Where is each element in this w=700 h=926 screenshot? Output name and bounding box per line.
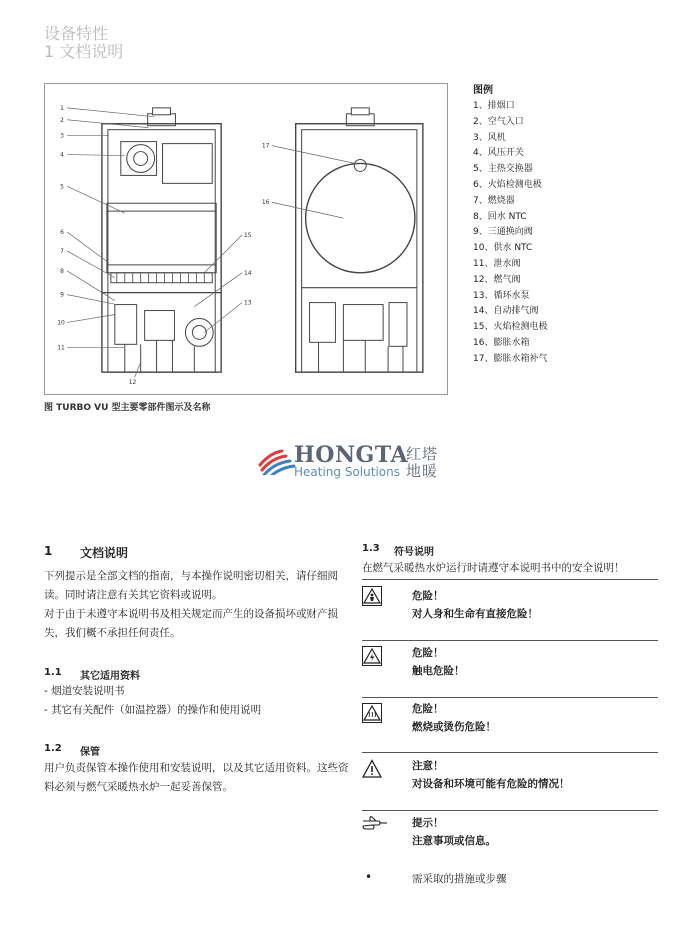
legend-title: 图例 (473, 85, 493, 96)
callout-3: 3 (60, 132, 64, 140)
section1-paragraph-1: 下列提示是全部文档的指南，与本操作说明密切相关，请仔细阅读。同时请注意有关其它资料或说明。 (44, 570, 338, 601)
section13-title: 符号说明 (394, 547, 434, 558)
symbol-5-title: 提示！ (412, 817, 444, 829)
callout-5: 5 (60, 183, 64, 191)
legend-item: 16、膨胀水箱 (473, 337, 530, 348)
legend-item: 5、主热交换器 (473, 164, 533, 175)
person-hazard-icon (362, 586, 382, 606)
sub11-item-1: - 烟道安装说明书 (44, 685, 125, 697)
callout-13: 13 (244, 299, 252, 307)
sub12-title: 保管 (80, 747, 100, 758)
legend-item: 9、三通换向阀 (473, 227, 533, 238)
callout-7: 7 (60, 247, 64, 255)
symbol-2-title: 危险！ (412, 647, 444, 659)
section1-number: 1 (44, 544, 53, 558)
hongta-logo (258, 443, 458, 483)
callout-6: 6 (60, 229, 64, 237)
legend-item: 7、燃烧器 (473, 195, 515, 206)
legend-item: 13、循环水泵 (473, 290, 530, 301)
legend-item: 14、自动排气阀 (473, 306, 539, 317)
legend-item: 11、泄水阀 (473, 258, 521, 269)
callout-16: 16 (261, 199, 270, 207)
divider (362, 579, 658, 580)
legend-item: 3、风机 (473, 132, 506, 143)
sub11-item-2: - 其它有关配件（如温控器）的操作和使用说明 (44, 704, 262, 716)
sub11-title: 其它适用资料 (80, 671, 140, 682)
hot-surface-hazard-icon (362, 703, 382, 723)
legend-item: 10、供水 NTC (473, 243, 533, 254)
divider (362, 810, 658, 811)
callout-12: 12 (128, 379, 137, 387)
symbol-3-title: 危险！ (412, 703, 444, 715)
logo-subtitle: Heating Solutions (294, 465, 400, 479)
legend-item: 4、风压开关 (473, 148, 524, 159)
callout-17: 17 (261, 142, 270, 150)
general-warning-icon (362, 759, 382, 779)
symbol-2-text: 触电危险！ (412, 665, 465, 677)
symbol-4-title: 注意！ (412, 760, 444, 772)
callout-10: 10 (57, 319, 65, 327)
callout-14: 14 (244, 269, 252, 277)
callout-9: 9 (60, 291, 64, 299)
sub11-number: 1.1 (44, 667, 62, 678)
symbol-4-text: 对设备和环境可能有危险的情况！ (412, 778, 570, 790)
legend-item: 17、膨胀水箱补气 (473, 353, 548, 364)
callout-2: 2 (60, 116, 64, 124)
chapter-title: 设备特性 (44, 24, 109, 43)
legend-item: 15、火焰检测电极 (473, 322, 548, 333)
sub12-text: 用户负责保管本操作使用和安装说明，以及其它适用资料。这些资料必须与燃气采暖热水炉一起妥善保管。 (44, 762, 349, 793)
logo-stripes-icon (258, 445, 298, 475)
legend-item: 12、燃气阀 (473, 274, 521, 285)
callout-1: 1 (60, 104, 64, 112)
legend-item: 2、空气入口 (473, 116, 524, 127)
callout-11: 11 (57, 344, 65, 352)
symbol-1-text: 对人身和生命有直接危险！ (412, 608, 538, 620)
symbol-3-text: 燃烧或烫伤危险！ (412, 721, 496, 733)
legend-item: 8、回水 NTC (473, 211, 527, 222)
callout-4: 4 (60, 151, 64, 159)
sub12-number: 1.2 (44, 743, 62, 754)
section13-number: 1.3 (362, 543, 380, 554)
pointing-hand-icon (362, 815, 388, 831)
legend-item: 1、排烟口 (473, 101, 515, 111)
section1-title: 文档说明 (80, 546, 129, 560)
boiler-diagram (44, 83, 448, 395)
action-text: 需采取的措施或步骤 (412, 873, 507, 885)
symbol-5-text: 注意事项或信息。 (412, 835, 496, 847)
legend-list (473, 99, 547, 368)
symbol-1-title: 危险！ (412, 590, 444, 602)
callout-15: 15 (244, 232, 252, 240)
callout-8: 8 (60, 267, 64, 275)
bullet-dot-icon: • (365, 870, 373, 884)
electric-hazard-icon (362, 646, 382, 666)
section-title: 1 文档说明 (44, 42, 124, 61)
divider (362, 752, 658, 753)
divider (362, 640, 658, 641)
logo-name: HONGTA (294, 442, 409, 468)
section1-paragraph-2: 对于由于未遵守本说明书及相关规定而产生的设备损坏或财产损失，我们概不承担任何责任。 (44, 608, 338, 639)
logo-cn-line1: 红塔 (406, 445, 439, 463)
divider (362, 697, 658, 698)
section13-intro: 在燃气采暖热水炉运行时请遵守本说明书中的安全说明！ (362, 562, 625, 574)
legend-item: 6、火焰检测电极 (473, 179, 542, 190)
logo-cn-line2: 地暖 (406, 462, 439, 480)
figure-caption: 图 TURBO VU 型主要零部件图示及名称 (44, 403, 211, 413)
